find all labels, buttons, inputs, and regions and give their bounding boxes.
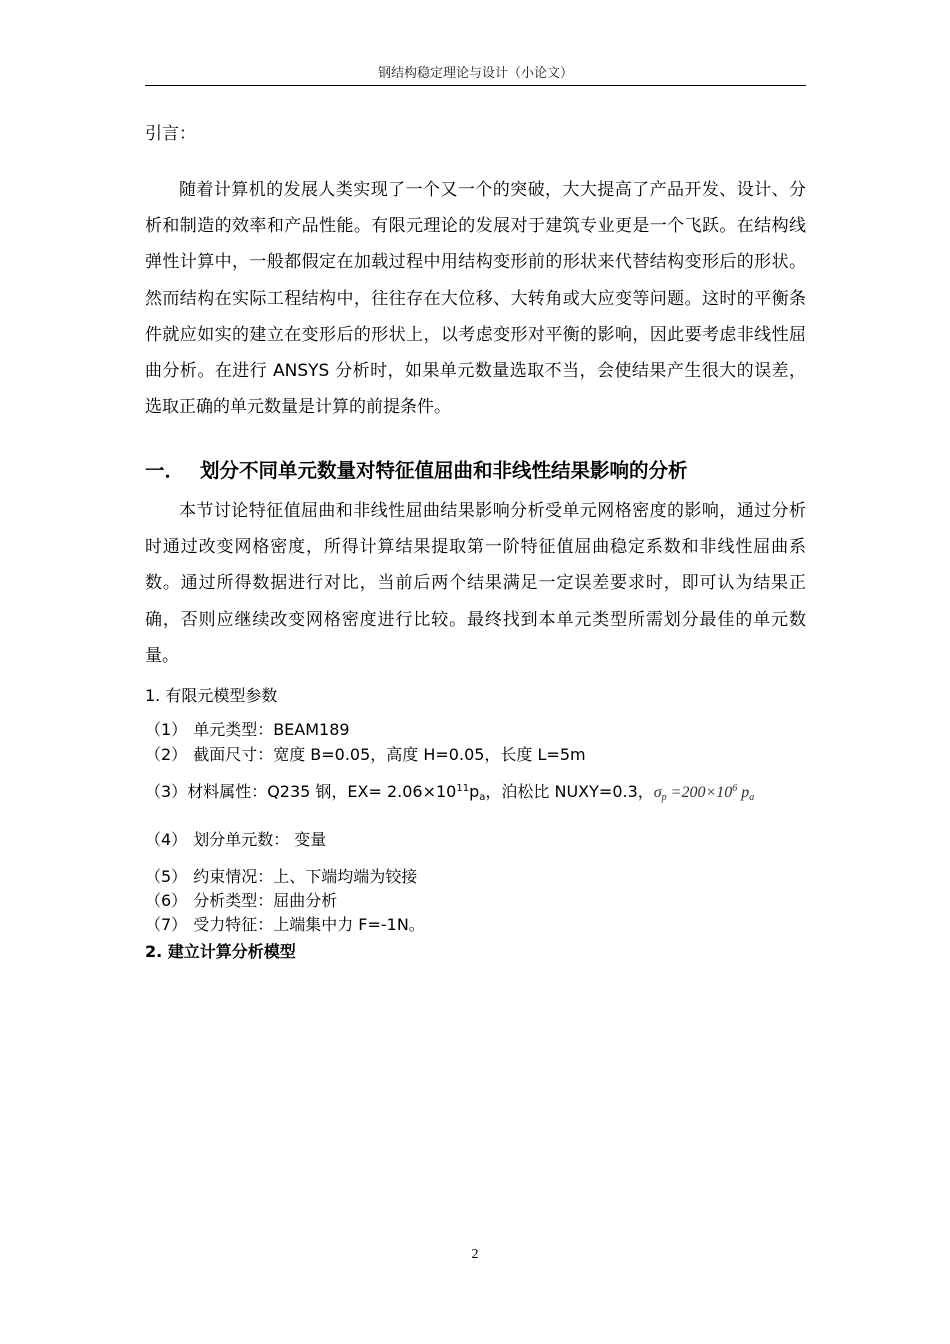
item-text: 截面尺寸：宽度 B=0.05，高度 H=0.05，长度 L=5m	[193, 745, 586, 764]
param-item-element-type	[145, 718, 350, 742]
item-label: （2）	[145, 745, 188, 764]
param-item-constraints	[145, 865, 417, 889]
param-item-element-count	[145, 828, 326, 852]
section-heading	[145, 456, 688, 486]
exponent: 11	[456, 783, 470, 794]
section-number: 一．	[145, 459, 185, 482]
unit-subscript: a	[479, 792, 486, 803]
item-label: （1）	[145, 720, 188, 739]
item-text: 单元类型：BEAM189	[193, 720, 350, 739]
item-label: （5）	[145, 867, 188, 886]
formula-sigma-sub: p	[661, 792, 667, 803]
item-text: 约束情况：上、下端均端为铰接	[193, 867, 418, 886]
formula-p-sub: a	[749, 792, 755, 803]
item-label: （7）	[145, 915, 188, 934]
section-paragraph: 本节讨论特征值屈曲和非线性屈曲结果影响分析受单元网格密度的影响，通过分析时通过改变网格密度，所得计算结果提取第一阶特征值屈曲稳定系数和非线性屈曲系数。通过所得数据进行对比，当前后两个结果满足一定误差要求时，即可认为结果正确，否则应继续改变网格密度进行比较。最终找到本单元类型所需划分最佳的单元数量。	[145, 501, 806, 666]
param-item-load	[145, 913, 425, 937]
param-item-material	[145, 780, 754, 805]
formula-sigma: σ	[653, 784, 662, 801]
item-text-suffix: ，泊松比 NUXY=0.3，	[485, 782, 654, 801]
intro-heading: 引言：	[145, 124, 196, 144]
section-title: 划分不同单元数量对特征值屈曲和非线性结果影响的分析	[200, 459, 688, 482]
item-text: 受力特征：上端集中力 F=-1N。	[193, 915, 425, 934]
subsection-heading-model-params: 1. 有限元模型参数	[145, 686, 278, 705]
yield-stress-formula	[654, 784, 754, 801]
header-rule	[145, 85, 806, 86]
page-number: 2	[471, 1247, 479, 1262]
item-label: （6）	[145, 891, 188, 910]
page-header-title: 钢结构稳定理论与设计（小论文）	[377, 66, 573, 81]
unit-p: p	[469, 782, 480, 801]
item-text-prefix: 材料属性：Q235 钢，EX= 2.06×10	[187, 782, 457, 801]
intro-paragraph: 随着计算机的发展人类实现了一个又一个的突破，大大提高了产品开发、设计、分析和制造的效率和产品性能。有限元理论的发展对于建筑专业更是一个飞跃。在结构线弹性计算中，一般都假定在加载过程中用结构变形前的形状来代替结构变形后的形状。然而结构在实际工程结构中，往往存在大位移、大转角或大应变等问题。这时的平衡条件就应如实的建立在变形后的形状上，以考虑变形对平衡的影响，因此要考虑非线性屈曲分析。在进行 ANSYS 分析时，如果单元数量选取不当，会使结果产生很大的误差，选取正确的单元数量是计算的前提条件。	[145, 180, 806, 418]
formula-p: p	[741, 784, 750, 801]
formula-rhs: =200×10	[670, 784, 733, 801]
subsection-heading-build-model: 2. 建立计算分析模型	[145, 942, 296, 961]
param-item-analysis-type	[145, 889, 337, 913]
item-text: 划分单元数： 变量	[193, 830, 327, 849]
item-text: 分析类型：屈曲分析	[193, 891, 338, 910]
item-label: （4）	[145, 830, 188, 849]
item-label: （3）	[145, 782, 188, 801]
formula-rhs-exp: 6	[732, 783, 738, 794]
param-item-section-size	[145, 743, 586, 767]
